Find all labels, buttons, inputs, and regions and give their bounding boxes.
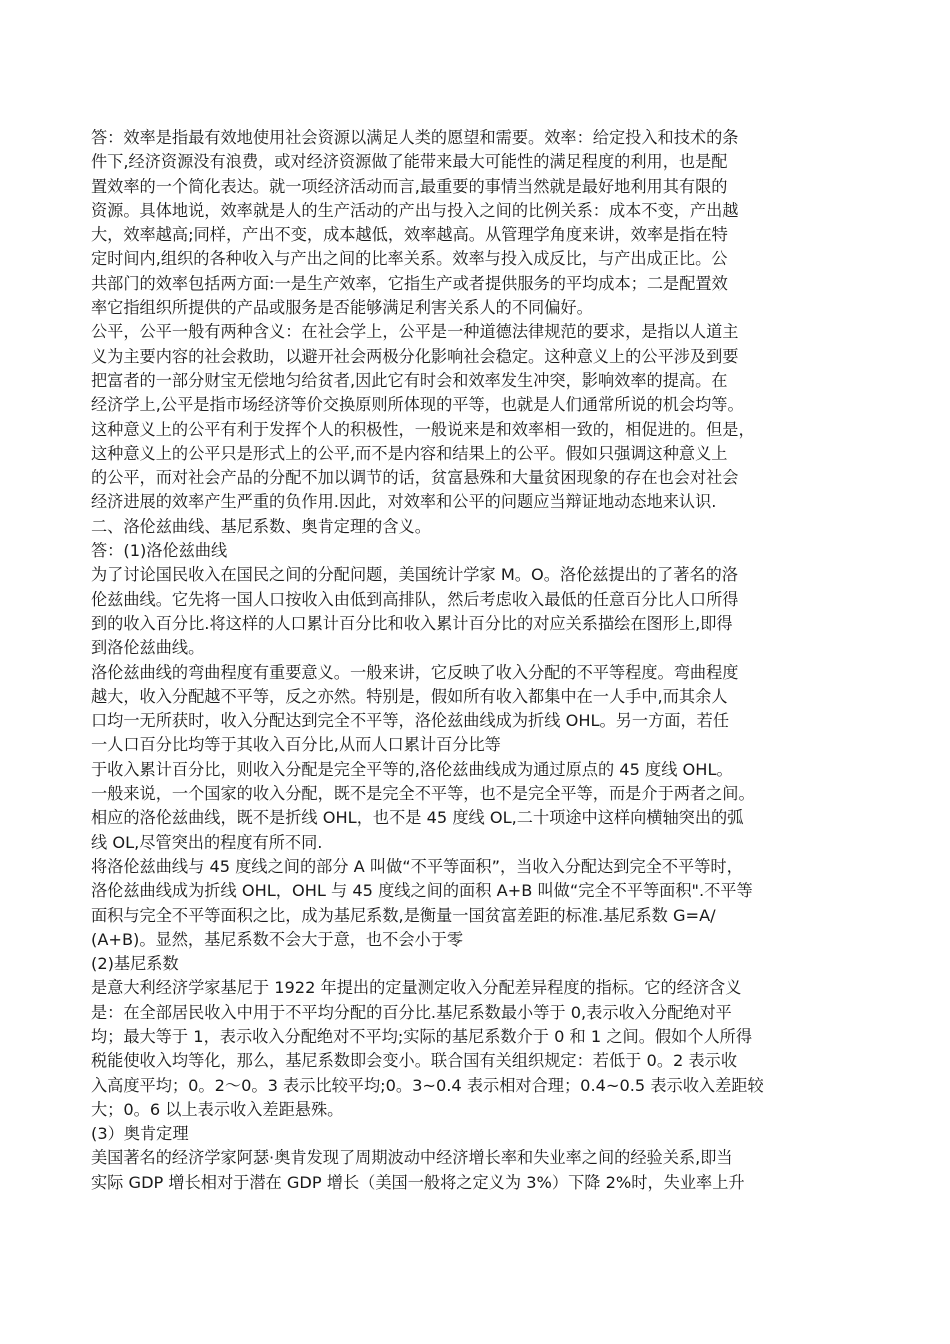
text-line: 税能使收入均等化，那么，基尼系数即会变小。联合国有关组织规定：若低于 0。2 表示收 — [91, 1051, 738, 1071]
text-line: 的公平，而对社会产品的分配不加以调节的话，贫富悬殊和大量贫困现象的存在也会对社会 — [91, 468, 739, 488]
text-line: 将洛伦兹曲线与 45 度线之间的部分 A 叫做“不平等面积”，当收入分配达到完全不平等时， — [91, 856, 743, 876]
text-line: 把富者的一部分财宝无偿地匀给贫者,因此它有时会和效率发生冲突，影响效率的提高。在 — [91, 370, 728, 390]
text-line: 线 OL,尽管突出的程度有所不同. — [91, 832, 323, 852]
text-line: 到洛伦兹曲线。 — [91, 638, 205, 658]
text-line: 率它指组织所提供的产品或服务是否能够满足利害关系人的不同偏好。 — [91, 298, 593, 318]
text-line: 经济进展的效率产生严重的负作用.因此，对效率和公平的问题应当辩证地动态地来认识. — [91, 492, 717, 512]
text-line: 经济学上,公平是指市场经济等价交换原则所体现的平等，也就是人们通常所说的机会均等。 — [91, 395, 744, 415]
text-line: 相应的洛伦兹曲线，既不是折线 OHL，也不是 45 度线 OL,二十项途中这样向横轴突出的弧 — [91, 808, 744, 828]
text-line: 到的收入百分比.将这样的人口累计百分比和收入累计百分比的对应关系描绘在图形上,即得 — [91, 613, 733, 633]
text-line: 义为主要内容的社会救助，以避开社会两极分化影响社会稳定。这种意义上的公平涉及到要 — [91, 346, 739, 366]
text-line: 于收入累计百分比，则收入分配是完全平等的,洛伦兹曲线成为通过原点的 45 度线 OHL。 — [91, 759, 733, 779]
text-line: 定时间内,组织的各种收入与产出之间的比率关系。效率与投入成反比，与产出成正比。公 — [91, 249, 728, 269]
text-line: 口均一无所获时，收入分配达到完全不平等，洛伦兹曲线成为折线 OHL。另一方面，若任 — [91, 711, 730, 731]
text-line: 是意大利经济学家基尼于 1922 年提出的定量测定收入分配差异程度的指标。它的经济含义 — [91, 978, 742, 998]
text-line: 答：效率是指最有效地使用社会资源以满足人类的愿望和需要。效率：给定投入和技术的条 — [91, 128, 739, 147]
text-line: 件下,经济资源没有浪费，或对经济资源做了能带来最大可能性的满足程度的利用，也是配 — [91, 152, 728, 172]
text-line: 为了讨论国民收入在国民之间的分配问题，美国统计学家 M。O。洛伦兹提出的了著名的洛 — [91, 565, 738, 585]
text-line: 公平，公平一般有两种含义：在社会学上，公平是一种道德法律规范的要求，是指以人道主 — [91, 322, 739, 342]
text-line: 美国著名的经济学家阿瑟·奥肯发现了周期波动中经济增长率和失业率之间的经验关系,即当 — [91, 1148, 733, 1168]
text-line: 一人口百分比均等于其收入百分比,从而人口累计百分比等 — [91, 735, 501, 755]
text-line: 置效率的一个简化表达。就一项经济活动而言,最重要的事情当然就是最好地利用其有限的 — [91, 176, 728, 196]
text-line: 伦兹曲线。它先将一国人口按收入由低到高排队，然后考虑收入最低的任意百分比人口所得 — [91, 589, 739, 609]
text-line: (2)基尼系数 — [91, 954, 179, 974]
text-line: 大；0。6 以上表示收入差距悬殊。 — [91, 1099, 344, 1119]
text-line: 二、洛伦兹曲线、基尼系数、奥肯定理的含义。 — [91, 516, 431, 536]
text-line: 共部门的效率包括两方面:一是生产效率，它指生产或者提供服务的平均成本；二是配置效 — [91, 273, 728, 293]
text-line: 答：(1)洛伦兹曲线 — [91, 541, 228, 561]
document-body — [91, 126, 866, 1195]
text-line: 入高度平均；0。2～0。3 表示比较平均;0。3~0.4 表示相对合理；0.4~0.5 表示收入差距较 — [91, 1075, 764, 1095]
text-line: 资源。具体地说，效率就是人的生产活动的产出与投入之间的比例关系：成本不变，产出越 — [91, 200, 739, 220]
text-line: 均；最大等于 1，表示收入分配绝对不平均;实际的基尼系数介于 0 和 1 之间。假如个人所得 — [91, 1026, 753, 1046]
text-line: 这种意义上的公平有利于发挥个人的积极性，一般说来是和效率相一致的，相促进的。但是， — [91, 419, 755, 439]
text-line: (A+B)。显然，基尼系数不会大于意，也不会小于零 — [91, 929, 464, 949]
text-line: 一般来说，一个国家的收入分配，既不是完全不平等，也不是完全平等，而是介于两者之间。 — [91, 784, 755, 804]
text-line: 是：在全部居民收入中用于不平均分配的百分比.基尼系数最小等于 0,表示收入分配绝对平 — [91, 1002, 732, 1022]
text-line: 大，效率越高;同样，产出不变，成本越低，效率越高。从管理学角度来讲，效率是指在特 — [91, 225, 728, 245]
text-line: 洛伦兹曲线的弯曲程度有重要意义。一般来讲，它反映了收入分配的不平等程度。弯曲程度 — [91, 662, 739, 682]
text-line: (3）奥肯定理 — [91, 1124, 189, 1144]
text-line: 洛伦兹曲线成为折线 OHL，OHL 与 45 度线之间的面积 A+B 叫做“完全不平等面积".不平等 — [91, 881, 753, 901]
text-line: 面积与完全不平等面积之比，成为基尼系数,是衡量一国贫富差距的标准.基尼系数 G=A/ — [91, 905, 716, 925]
text-line: 这种意义上的公平只是形式上的公平,而不是内容和结果上的公平。假如只强调这种意义上 — [91, 443, 728, 463]
text-line: 越大，收入分配越不平等，反之亦然。特别是，假如所有收入都集中在一人手中,而其余人 — [91, 686, 728, 706]
text-line: 实际 GDP 增长相对于潜在 GDP 增长（美国一般将之定义为 3%）下降 2%时，失业率上升 — [91, 1172, 745, 1192]
